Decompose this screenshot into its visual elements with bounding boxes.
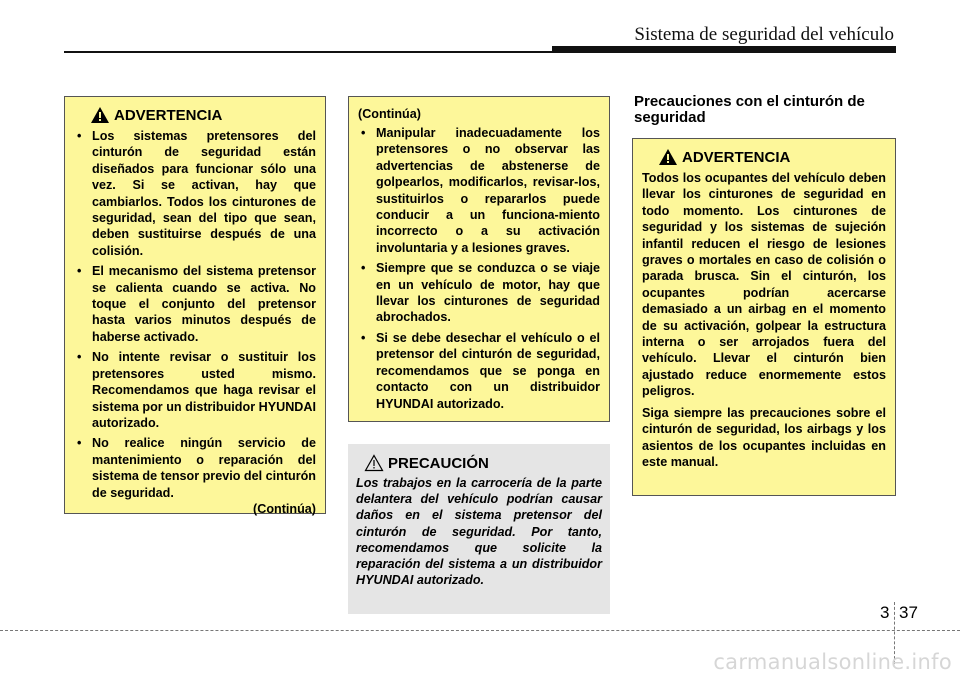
warning-box-1-title: ADVERTENCIA xyxy=(90,106,316,124)
warning-triangle-icon xyxy=(90,106,110,124)
warning-box-2-list xyxy=(358,125,600,412)
caution-triangle-icon xyxy=(364,454,384,472)
continued-label: (Continúa) xyxy=(358,107,421,121)
warning-box-2 xyxy=(348,96,610,422)
list-item: • No realice ningún servicio de mantenimiento o reparación del sistema de tensor previo del cinturón de seguridad. xyxy=(74,435,316,501)
footer-rule xyxy=(0,630,960,631)
warning-box-1-list xyxy=(74,128,316,501)
warning-box-3-title: ADVERTENCIA xyxy=(658,148,886,166)
page-number: 37 xyxy=(899,603,918,622)
list-item: • No intente revisar o sustituir los pretensores usted mismo. Recomendamos que haga revisar el sistema por un distribuidor HYUNDAI autorizado. xyxy=(74,349,316,431)
header-rule-thick xyxy=(552,46,896,53)
page-header-title: Sistema de seguridad del vehículo xyxy=(634,24,894,45)
warning-box-3-paragraph: Todos los ocupantes del vehículo deben llevar los cinturones de seguridad en todo momento. Los cinturones de seguridad y los sistemas de sujeción infantil reducen el riesgo de lesiones graves o mortales en caso de colisión o parada brusca. Sin el cinturón, los ocupantes podrían acercarse demasiado a un airbag en el momento de su activación, golpear la estructura interna o ser arrojados fuera del vehículo. Llevar el cinturón bien ajustado reduce enormemente estos peligros. xyxy=(642,171,886,399)
list-item: • Los sistemas pretensores del cinturón de seguridad están diseñados para funcionar sólo una vez. Si se activan, hay que cambiarlos. Todos los cinturones de seguridad, sean del tipo que sean, deben sustituirse después de una colisión. xyxy=(74,128,316,259)
watermark: carmanualsonline.info xyxy=(713,650,952,674)
warning-box-3 xyxy=(632,138,896,496)
list-item: • Si se debe desechar el vehículo o el pretensor del cinturón de seguridad, recomendamos que se ponga en contacto con un distribuidor HYUNDAI autorizado. xyxy=(358,330,600,412)
caution-text: Los trabajos en la carrocería de la parte delantera del vehículo podrían causar daños en el sistema pretensor del cinturón de seguridad. Por tanto, recomendamos que solicite la reparación del sistema a un distribuidor HYUNDAI autorizado. xyxy=(356,476,602,588)
list-item: • Siempre que se conduzca o se viaje en un vehículo de motor, hay que llevar los cinturones de seguridad abrochados. xyxy=(358,260,600,326)
caution-box xyxy=(348,444,610,614)
section-heading: Precauciones con el cinturón de seguridad xyxy=(634,93,865,126)
warning-triangle-icon xyxy=(658,148,678,166)
warning-box-3-paragraph: Siga siempre las precauciones sobre el cinturón de seguridad, los airbags y los asientos de los ocupantes incluidas en este manual. xyxy=(642,405,886,469)
list-item: • El mecanismo del sistema pretensor se calienta cuando se activa. No toque el conjunto del pretensor hasta varios minutos después de haberse activado. xyxy=(74,263,316,345)
continues-label: (Continúa) xyxy=(253,501,316,516)
header-rule-thin xyxy=(64,51,558,53)
list-item: • Manipular inadecuadamente los pretensores o no observar las advertencias de abstenerse de golpearlos, modificarlos, revisar-los, sustituirlos o repararlos puede conducir a un funciona-miento incorrecto o a su activación involuntaria y a lesiones graves. xyxy=(358,125,600,256)
warning-box-1 xyxy=(64,96,326,514)
chapter-number: 3 xyxy=(880,603,890,622)
caution-title: PRECAUCIÓN xyxy=(364,454,602,472)
